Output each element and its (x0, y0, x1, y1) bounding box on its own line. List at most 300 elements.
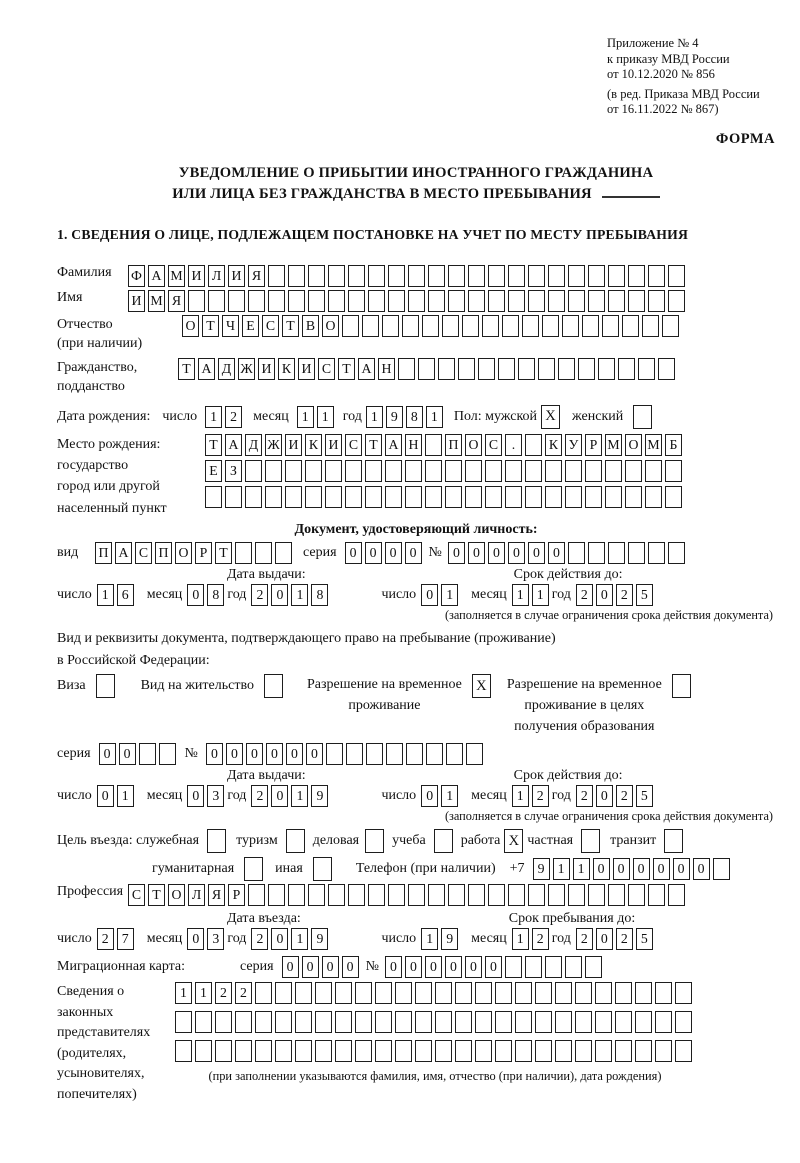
char-box[interactable] (475, 1011, 492, 1033)
char-box[interactable] (515, 982, 532, 1004)
char-box[interactable] (395, 1011, 412, 1033)
char-box[interactable] (655, 1011, 672, 1033)
char-box[interactable] (662, 315, 679, 337)
char-box[interactable]: 2 (97, 928, 114, 950)
char-box[interactable] (428, 265, 445, 287)
char-box[interactable]: 1 (441, 584, 458, 606)
residence-permit-checkbox[interactable] (264, 674, 283, 698)
char-box[interactable] (545, 486, 562, 508)
char-box[interactable]: Я (248, 265, 265, 287)
char-box[interactable] (326, 743, 343, 765)
char-box[interactable] (675, 982, 692, 1004)
char-box[interactable] (425, 460, 442, 482)
char-box[interactable]: 1 (512, 584, 529, 606)
char-box[interactable]: 1 (291, 928, 308, 950)
char-box[interactable]: 1 (297, 406, 314, 428)
char-box[interactable]: Л (188, 884, 205, 906)
char-box[interactable] (498, 358, 515, 380)
char-box[interactable] (375, 1040, 392, 1062)
char-box[interactable]: М (605, 434, 622, 456)
char-box[interactable]: 0 (425, 956, 442, 978)
char-box[interactable]: Н (405, 434, 422, 456)
char-box[interactable] (325, 486, 342, 508)
char-box[interactable]: 1 (426, 406, 443, 428)
char-box[interactable]: 0 (226, 743, 243, 765)
char-box[interactable] (585, 460, 602, 482)
char-box[interactable] (406, 743, 423, 765)
char-box[interactable] (648, 265, 665, 287)
char-box[interactable]: 1 (317, 406, 334, 428)
char-box[interactable] (346, 743, 363, 765)
char-box[interactable] (488, 290, 505, 312)
char-box[interactable] (428, 290, 445, 312)
char-box[interactable] (565, 486, 582, 508)
char-box[interactable] (615, 1011, 632, 1033)
char-box[interactable]: 1 (117, 785, 134, 807)
char-box[interactable]: 0 (593, 858, 610, 880)
char-box[interactable]: 1 (573, 858, 590, 880)
char-box[interactable]: О (465, 434, 482, 456)
char-box[interactable] (478, 358, 495, 380)
char-box[interactable] (575, 1040, 592, 1062)
char-box[interactable]: Н (378, 358, 395, 380)
char-box[interactable]: С (318, 358, 335, 380)
char-box[interactable]: Д (218, 358, 235, 380)
char-box[interactable] (368, 265, 385, 287)
char-box[interactable] (565, 956, 582, 978)
char-box[interactable] (248, 290, 265, 312)
char-box[interactable] (175, 1040, 192, 1062)
char-box[interactable] (415, 1040, 432, 1062)
char-box[interactable] (195, 1011, 212, 1033)
char-box[interactable]: И (188, 265, 205, 287)
char-box[interactable] (348, 884, 365, 906)
char-box[interactable] (585, 956, 602, 978)
char-box[interactable]: Р (228, 884, 245, 906)
char-box[interactable] (265, 486, 282, 508)
char-box[interactable] (628, 542, 645, 564)
char-box[interactable] (466, 743, 483, 765)
char-box[interactable]: 0 (445, 956, 462, 978)
char-box[interactable]: 2 (616, 928, 633, 950)
char-box[interactable]: 5 (636, 785, 653, 807)
char-box[interactable]: 2 (225, 406, 242, 428)
char-box[interactable] (408, 265, 425, 287)
char-box[interactable]: И (298, 358, 315, 380)
char-box[interactable] (385, 460, 402, 482)
char-box[interactable] (288, 290, 305, 312)
char-box[interactable] (568, 542, 585, 564)
char-box[interactable] (568, 884, 585, 906)
char-box[interactable] (398, 358, 415, 380)
char-box[interactable]: 1 (205, 406, 222, 428)
char-box[interactable] (468, 265, 485, 287)
char-box[interactable] (495, 982, 512, 1004)
char-box[interactable] (488, 884, 505, 906)
char-box[interactable]: 0 (282, 956, 299, 978)
char-box[interactable]: 1 (291, 785, 308, 807)
char-box[interactable]: А (198, 358, 215, 380)
char-box[interactable] (435, 982, 452, 1004)
char-box[interactable]: 2 (576, 584, 593, 606)
char-box[interactable] (285, 486, 302, 508)
char-box[interactable] (295, 1040, 312, 1062)
char-box[interactable]: 0 (613, 858, 630, 880)
char-box[interactable]: 7 (117, 928, 134, 950)
char-box[interactable] (445, 460, 462, 482)
char-box[interactable] (525, 956, 542, 978)
char-box[interactable]: 0 (548, 542, 565, 564)
char-box[interactable] (468, 290, 485, 312)
char-box[interactable] (415, 982, 432, 1004)
char-box[interactable] (325, 460, 342, 482)
char-box[interactable]: 2 (576, 928, 593, 950)
char-box[interactable]: К (278, 358, 295, 380)
char-box[interactable] (605, 460, 622, 482)
char-box[interactable]: С (128, 884, 145, 906)
char-box[interactable] (578, 358, 595, 380)
char-box[interactable]: П (95, 542, 112, 564)
char-box[interactable]: О (322, 315, 339, 337)
char-box[interactable] (588, 884, 605, 906)
char-box[interactable] (595, 982, 612, 1004)
char-box[interactable]: 1 (195, 982, 212, 1004)
char-box[interactable]: 2 (251, 785, 268, 807)
char-box[interactable] (462, 315, 479, 337)
char-box[interactable] (568, 290, 585, 312)
char-box[interactable] (555, 1040, 572, 1062)
char-box[interactable]: 0 (271, 785, 288, 807)
char-box[interactable] (328, 290, 345, 312)
char-box[interactable] (275, 982, 292, 1004)
char-box[interactable] (205, 486, 222, 508)
char-box[interactable]: 0 (421, 785, 438, 807)
char-box[interactable] (608, 884, 625, 906)
char-box[interactable]: 0 (488, 542, 505, 564)
char-box[interactable] (458, 358, 475, 380)
char-box[interactable]: 0 (508, 542, 525, 564)
char-box[interactable] (448, 290, 465, 312)
char-box[interactable]: 0 (187, 584, 204, 606)
transit-checkbox[interactable] (664, 829, 683, 853)
char-box[interactable]: 9 (386, 406, 403, 428)
char-box[interactable] (175, 1011, 192, 1033)
char-box[interactable]: Л (208, 265, 225, 287)
char-box[interactable] (548, 265, 565, 287)
char-box[interactable] (538, 358, 555, 380)
char-box[interactable] (365, 460, 382, 482)
char-box[interactable]: 2 (616, 584, 633, 606)
char-box[interactable]: У (565, 434, 582, 456)
char-box[interactable] (465, 486, 482, 508)
char-box[interactable] (348, 265, 365, 287)
char-box[interactable]: 0 (271, 584, 288, 606)
char-box[interactable]: 0 (322, 956, 339, 978)
char-box[interactable]: 1 (291, 584, 308, 606)
char-box[interactable] (345, 460, 362, 482)
char-box[interactable]: 1 (512, 928, 529, 950)
char-box[interactable] (335, 982, 352, 1004)
char-box[interactable]: 1 (441, 785, 458, 807)
char-box[interactable] (265, 460, 282, 482)
char-box[interactable] (315, 1040, 332, 1062)
char-box[interactable] (275, 542, 292, 564)
char-box[interactable] (485, 486, 502, 508)
char-box[interactable] (635, 1040, 652, 1062)
char-box[interactable] (638, 358, 655, 380)
char-box[interactable] (568, 265, 585, 287)
char-box[interactable] (268, 884, 285, 906)
char-box[interactable] (368, 884, 385, 906)
char-box[interactable] (426, 743, 443, 765)
char-box[interactable] (425, 434, 442, 456)
char-box[interactable] (505, 486, 522, 508)
char-box[interactable]: И (325, 434, 342, 456)
char-box[interactable]: Ж (265, 434, 282, 456)
char-box[interactable] (305, 486, 322, 508)
char-box[interactable]: 8 (207, 584, 224, 606)
char-box[interactable]: П (445, 434, 462, 456)
study-checkbox[interactable] (434, 829, 453, 853)
char-box[interactable] (368, 290, 385, 312)
char-box[interactable]: 2 (616, 785, 633, 807)
char-box[interactable] (375, 1011, 392, 1033)
work-checkbox[interactable]: X (504, 829, 523, 853)
char-box[interactable] (248, 884, 265, 906)
char-box[interactable] (648, 884, 665, 906)
char-box[interactable]: 0 (405, 956, 422, 978)
char-box[interactable] (528, 265, 545, 287)
char-box[interactable] (645, 460, 662, 482)
char-box[interactable]: О (175, 542, 192, 564)
char-box[interactable] (345, 486, 362, 508)
char-box[interactable] (425, 486, 442, 508)
char-box[interactable]: 0 (365, 542, 382, 564)
char-box[interactable] (713, 858, 730, 880)
char-box[interactable] (635, 982, 652, 1004)
char-box[interactable]: О (182, 315, 199, 337)
char-box[interactable] (385, 486, 402, 508)
char-box[interactable]: 0 (468, 542, 485, 564)
char-box[interactable] (255, 1011, 272, 1033)
char-box[interactable]: А (225, 434, 242, 456)
char-box[interactable] (642, 315, 659, 337)
char-box[interactable] (446, 743, 463, 765)
char-box[interactable]: О (625, 434, 642, 456)
char-box[interactable] (515, 1011, 532, 1033)
char-box[interactable] (522, 315, 539, 337)
char-box[interactable]: К (545, 434, 562, 456)
char-box[interactable]: 1 (512, 785, 529, 807)
char-box[interactable] (366, 743, 383, 765)
char-box[interactable] (665, 486, 682, 508)
char-box[interactable] (608, 542, 625, 564)
char-box[interactable] (465, 460, 482, 482)
char-box[interactable]: Е (242, 315, 259, 337)
char-box[interactable] (418, 358, 435, 380)
char-box[interactable] (668, 290, 685, 312)
char-box[interactable] (635, 1011, 652, 1033)
char-box[interactable] (615, 982, 632, 1004)
char-box[interactable] (645, 486, 662, 508)
char-box[interactable]: Т (338, 358, 355, 380)
char-box[interactable] (535, 1040, 552, 1062)
char-box[interactable] (208, 290, 225, 312)
char-box[interactable] (508, 884, 525, 906)
char-box[interactable] (588, 542, 605, 564)
char-box[interactable] (395, 982, 412, 1004)
char-box[interactable] (518, 358, 535, 380)
char-box[interactable]: 0 (421, 584, 438, 606)
char-box[interactable]: С (262, 315, 279, 337)
char-box[interactable]: 9 (311, 928, 328, 950)
char-box[interactable] (495, 1011, 512, 1033)
char-box[interactable] (245, 460, 262, 482)
char-box[interactable]: 0 (187, 785, 204, 807)
char-box[interactable]: 9 (311, 785, 328, 807)
char-box[interactable] (668, 884, 685, 906)
char-box[interactable] (545, 460, 562, 482)
female-checkbox[interactable] (633, 405, 652, 429)
char-box[interactable] (658, 358, 675, 380)
char-box[interactable] (235, 542, 252, 564)
char-box[interactable]: Я (208, 884, 225, 906)
char-box[interactable] (275, 1040, 292, 1062)
char-box[interactable]: М (645, 434, 662, 456)
char-box[interactable] (562, 315, 579, 337)
char-box[interactable] (528, 884, 545, 906)
char-box[interactable]: 0 (633, 858, 650, 880)
char-box[interactable] (405, 486, 422, 508)
char-box[interactable] (235, 1011, 252, 1033)
char-box[interactable]: 0 (99, 743, 116, 765)
char-box[interactable]: Б (665, 434, 682, 456)
char-box[interactable] (618, 358, 635, 380)
char-box[interactable] (386, 743, 403, 765)
char-box[interactable] (308, 884, 325, 906)
char-box[interactable] (455, 1011, 472, 1033)
visa-checkbox[interactable] (96, 674, 115, 698)
char-box[interactable] (575, 982, 592, 1004)
char-box[interactable] (315, 982, 332, 1004)
char-box[interactable] (402, 315, 419, 337)
char-box[interactable]: 0 (97, 785, 114, 807)
char-box[interactable]: З (225, 460, 242, 482)
temp-residence-edu-checkbox[interactable] (672, 674, 691, 698)
char-box[interactable] (255, 1040, 272, 1062)
char-box[interactable] (408, 290, 425, 312)
char-box[interactable] (555, 982, 572, 1004)
char-box[interactable] (608, 265, 625, 287)
char-box[interactable] (615, 1040, 632, 1062)
char-box[interactable]: Е (205, 460, 222, 482)
char-box[interactable] (655, 982, 672, 1004)
char-box[interactable] (315, 1011, 332, 1033)
business-checkbox[interactable] (365, 829, 384, 853)
humanitarian-checkbox[interactable] (244, 857, 263, 881)
char-box[interactable] (215, 1011, 232, 1033)
char-box[interactable] (628, 884, 645, 906)
char-box[interactable] (665, 460, 682, 482)
char-box[interactable]: 5 (636, 584, 653, 606)
char-box[interactable]: 1 (175, 982, 192, 1004)
char-box[interactable]: 0 (286, 743, 303, 765)
char-box[interactable]: Т (148, 884, 165, 906)
char-box[interactable] (328, 265, 345, 287)
char-box[interactable] (245, 486, 262, 508)
char-box[interactable] (285, 460, 302, 482)
char-box[interactable]: Т (178, 358, 195, 380)
official-checkbox[interactable] (207, 829, 226, 853)
char-box[interactable]: 3 (207, 785, 224, 807)
char-box[interactable] (388, 884, 405, 906)
char-box[interactable] (342, 315, 359, 337)
char-box[interactable]: 0 (596, 785, 613, 807)
char-box[interactable] (455, 982, 472, 1004)
char-box[interactable] (548, 290, 565, 312)
char-box[interactable] (388, 265, 405, 287)
char-box[interactable] (488, 265, 505, 287)
char-box[interactable] (328, 884, 345, 906)
char-box[interactable]: 0 (596, 584, 613, 606)
char-box[interactable]: 0 (596, 928, 613, 950)
char-box[interactable] (422, 315, 439, 337)
char-box[interactable] (215, 1040, 232, 1062)
char-box[interactable] (448, 265, 465, 287)
char-box[interactable]: 0 (206, 743, 223, 765)
char-box[interactable]: 0 (653, 858, 670, 880)
char-box[interactable] (445, 486, 462, 508)
char-box[interactable] (502, 315, 519, 337)
char-box[interactable] (555, 1011, 572, 1033)
char-box[interactable] (395, 1040, 412, 1062)
char-box[interactable] (475, 1040, 492, 1062)
char-box[interactable]: 0 (345, 542, 362, 564)
char-box[interactable] (535, 982, 552, 1004)
char-box[interactable] (525, 460, 542, 482)
char-box[interactable]: 0 (385, 542, 402, 564)
char-box[interactable] (405, 460, 422, 482)
char-box[interactable]: 2 (215, 982, 232, 1004)
char-box[interactable]: 0 (342, 956, 359, 978)
char-box[interactable]: Т (282, 315, 299, 337)
char-box[interactable]: 1 (366, 406, 383, 428)
char-box[interactable]: 9 (441, 928, 458, 950)
char-box[interactable] (305, 460, 322, 482)
char-box[interactable]: 2 (576, 785, 593, 807)
char-box[interactable] (295, 982, 312, 1004)
char-box[interactable]: Ж (238, 358, 255, 380)
char-box[interactable] (308, 290, 325, 312)
char-box[interactable] (335, 1040, 352, 1062)
char-box[interactable] (598, 358, 615, 380)
char-box[interactable] (255, 542, 272, 564)
char-box[interactable] (582, 315, 599, 337)
char-box[interactable] (595, 1040, 612, 1062)
char-box[interactable]: 2 (235, 982, 252, 1004)
char-box[interactable]: 0 (485, 956, 502, 978)
char-box[interactable] (228, 290, 245, 312)
char-box[interactable]: П (155, 542, 172, 564)
char-box[interactable] (355, 1011, 372, 1033)
char-box[interactable] (565, 460, 582, 482)
char-box[interactable] (515, 1040, 532, 1062)
char-box[interactable] (625, 460, 642, 482)
char-box[interactable] (415, 1011, 432, 1033)
char-box[interactable] (475, 982, 492, 1004)
char-box[interactable] (585, 486, 602, 508)
char-box[interactable] (355, 982, 372, 1004)
